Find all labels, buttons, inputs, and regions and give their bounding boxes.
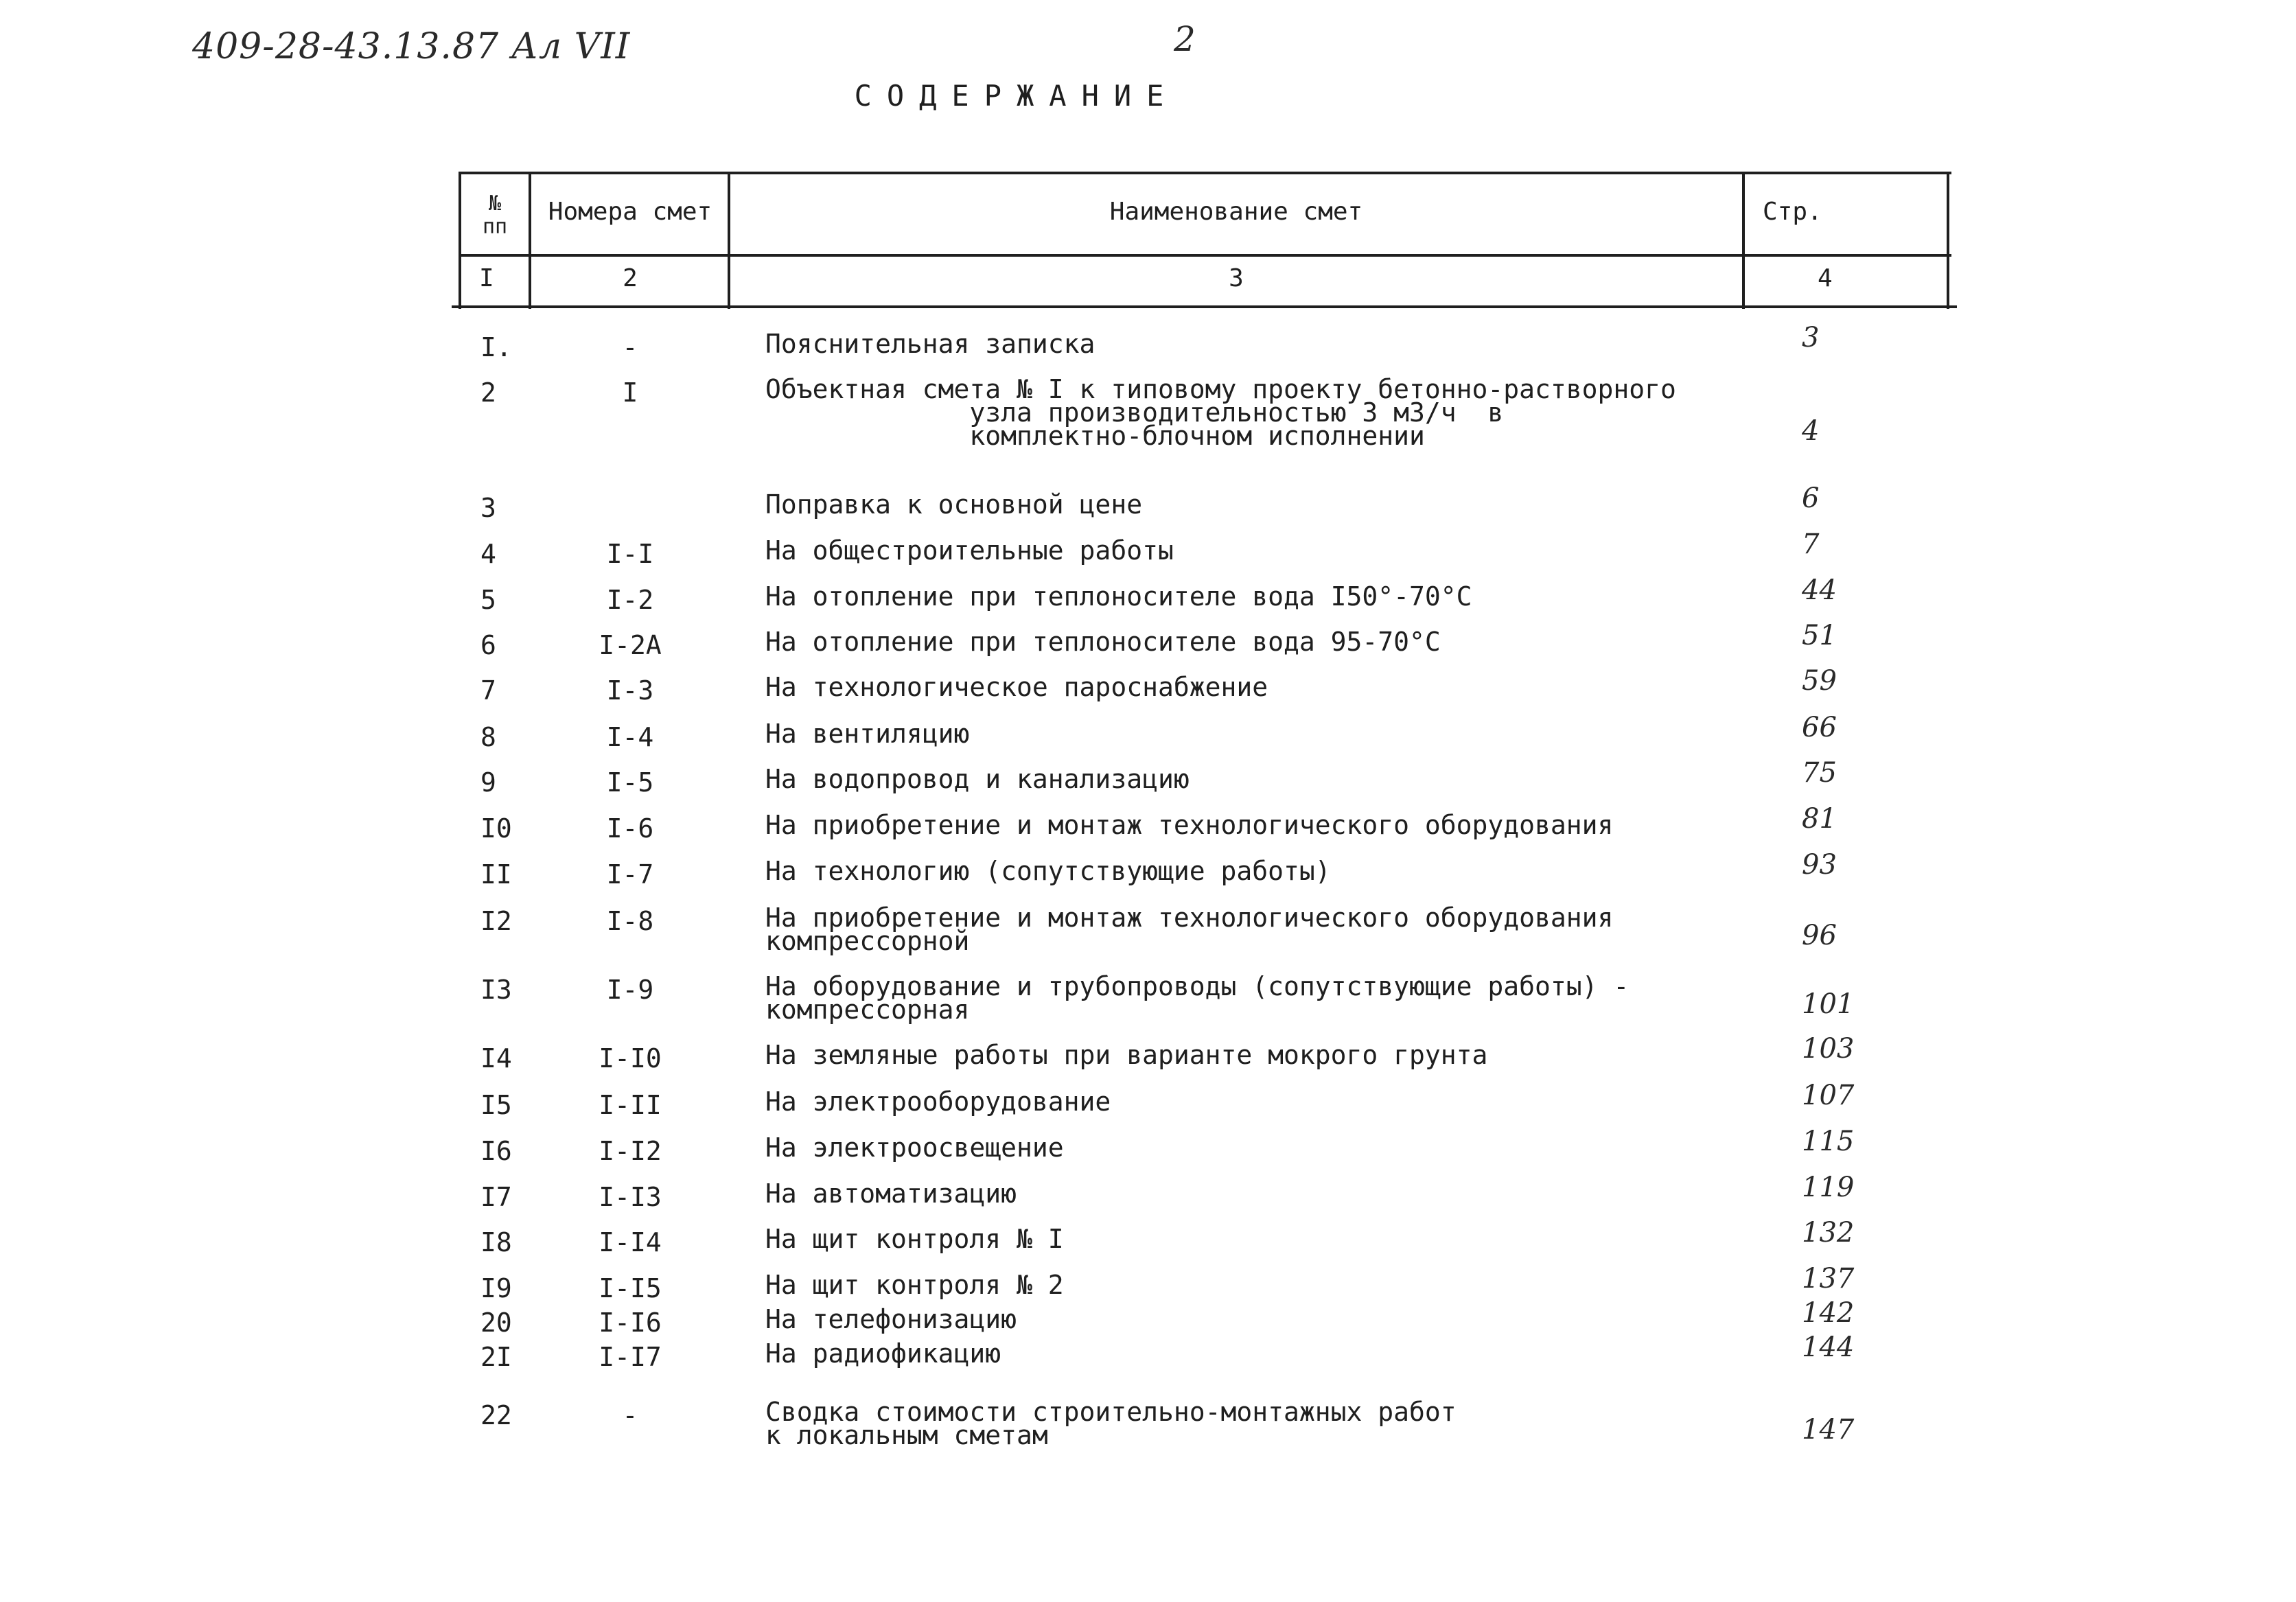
row-number: II <box>480 859 512 890</box>
estimate-name: На отопление при теплоносителе вода 95-70°С <box>765 627 1441 657</box>
row-number: 2I <box>480 1342 512 1372</box>
page-ref: 142 <box>1802 1297 1855 1329</box>
estimate-code: I-5 <box>606 767 654 798</box>
estimate-name: На электрооборудование <box>765 1087 1111 1117</box>
column-divider <box>459 172 461 309</box>
estimate-code: I-I6 <box>599 1308 662 1338</box>
page-ref: 144 <box>1802 1332 1855 1363</box>
page-ref: 66 <box>1802 712 1837 743</box>
header-cell-names: Наименование смет <box>1109 198 1363 226</box>
estimate-name: На водопровод и канализацию <box>765 764 1190 794</box>
page-ref: 59 <box>1802 665 1837 697</box>
page-ref: 6 <box>1802 483 1820 514</box>
estimate-code: I-2 <box>606 585 654 615</box>
estimate-name: Объектная смета № I к типовому проекту бетонно-растворного узла производительностью 3 м3/ч в комплектно-блочном исполнении <box>765 374 1676 451</box>
column-number-4: 4 <box>1818 264 1833 292</box>
estimate-code: I-I0 <box>599 1043 662 1073</box>
estimate-name: На оборудование и трубопроводы (сопутствующие работы) - компрессорная <box>765 971 1630 1025</box>
estimate-name: На вентиляцию <box>765 719 970 749</box>
page-ref: 3 <box>1802 322 1820 353</box>
estimate-name: Сводка стоимости строительно-монтажных работ к локальным сметам <box>765 1397 1457 1450</box>
page-ref: 81 <box>1802 803 1837 835</box>
estimate-name: На отопление при теплоносителе вода I50°-70°С <box>765 581 1472 612</box>
row-number: I7 <box>480 1182 512 1212</box>
column-number-3: 3 <box>1229 264 1244 292</box>
row-number: I0 <box>480 813 512 844</box>
estimate-code: I-8 <box>606 906 654 936</box>
header-cell-page: Стр. <box>1763 198 1822 226</box>
column-divider <box>1947 172 1949 309</box>
page-title: СОДЕРЖАНИЕ <box>854 79 1179 113</box>
row-number: I. <box>480 332 512 362</box>
estimate-name: На телефонизацию <box>765 1304 1017 1334</box>
estimate-code: I-I7 <box>599 1342 662 1372</box>
estimate-name: На щит контроля № 2 <box>765 1270 1064 1300</box>
estimate-name: На приобретение и монтаж технологического оборудования <box>765 810 1614 840</box>
table-top-border <box>459 172 1951 174</box>
row-number: I2 <box>480 906 512 936</box>
header-cell-number: № пп <box>482 191 508 239</box>
page-ref: 132 <box>1802 1217 1855 1249</box>
estimate-code: I-I3 <box>599 1182 662 1212</box>
page-ref: 4 <box>1802 415 1820 447</box>
document-code-number: 409-28-43.13.87 <box>192 26 500 67</box>
estimate-code: - <box>622 332 638 362</box>
row-number: 6 <box>480 630 496 660</box>
estimate-name: На радиофикацию <box>765 1338 1001 1369</box>
page-ref: 51 <box>1802 620 1837 651</box>
document-code <box>192 26 630 67</box>
page-ref: 107 <box>1802 1080 1855 1111</box>
column-number-2: 2 <box>623 264 638 292</box>
row-number: I6 <box>480 1136 512 1166</box>
row-number: I3 <box>480 975 512 1005</box>
estimate-code: I-4 <box>606 722 654 752</box>
estimate-code: I-3 <box>606 675 654 706</box>
page-ref: 103 <box>1802 1033 1855 1065</box>
estimate-code: I-I2 <box>599 1136 662 1166</box>
estimate-code: I-9 <box>606 975 654 1005</box>
page-ref: 75 <box>1802 757 1837 789</box>
estimate-code: I-I5 <box>599 1273 662 1303</box>
page-ref: 137 <box>1802 1263 1855 1295</box>
row-number: 5 <box>480 585 496 615</box>
table-header <box>459 172 1951 309</box>
page-ref: 93 <box>1802 849 1837 881</box>
row-number: 7 <box>480 675 496 706</box>
table-header-bottom-border <box>452 305 1957 308</box>
row-number: 22 <box>480 1400 512 1430</box>
estimate-name: На приобретение и монтаж технологического оборудования компрессорной <box>765 903 1614 956</box>
estimate-name: Поправка к основной цене <box>765 489 1143 520</box>
page-ref: 101 <box>1802 988 1855 1020</box>
estimate-name: На щит контроля № I <box>765 1224 1064 1254</box>
row-number: I9 <box>480 1273 512 1303</box>
row-number: 20 <box>480 1308 512 1338</box>
row-number: 3 <box>480 493 496 523</box>
column-number-1: I <box>479 264 494 292</box>
estimate-name: На технологическое пароснабжение <box>765 672 1268 702</box>
estimate-name: На общестроительные работы <box>765 535 1174 566</box>
estimate-name: На автоматизацию <box>765 1179 1017 1209</box>
row-number: 8 <box>480 722 496 752</box>
estimate-code: I-I <box>606 539 654 569</box>
row-number: 4 <box>480 539 496 569</box>
row-number: 2 <box>480 378 496 408</box>
header-cell-codes: Номера смет <box>548 198 712 226</box>
page-ref: 115 <box>1802 1126 1855 1157</box>
page-ref: 119 <box>1802 1172 1855 1203</box>
column-divider <box>1742 172 1745 309</box>
row-number: 9 <box>480 767 496 798</box>
album-number: Ал VII <box>511 26 631 67</box>
page-ref: 7 <box>1802 529 1820 560</box>
page-number: 2 <box>1174 19 1196 59</box>
estimate-name: На электроосвещение <box>765 1133 1064 1163</box>
row-number: I5 <box>480 1090 512 1120</box>
page-ref: 96 <box>1802 920 1837 951</box>
page-ref: 44 <box>1802 574 1837 606</box>
estimate-code: I <box>622 378 638 408</box>
estimate-code: I-II <box>599 1090 662 1120</box>
estimate-code: I-7 <box>606 859 654 890</box>
estimate-code: I-2А <box>599 630 662 660</box>
estimate-name: На земляные работы при варианте мокрого грунта <box>765 1040 1488 1070</box>
column-divider <box>728 172 730 309</box>
estimate-name: Пояснительная записка <box>765 329 1095 359</box>
estimate-code: - <box>622 1400 638 1430</box>
row-number: I4 <box>480 1043 512 1073</box>
row-number: I8 <box>480 1227 512 1257</box>
column-divider <box>529 172 531 309</box>
estimate-code: I-6 <box>606 813 654 844</box>
page-ref: 147 <box>1802 1414 1855 1446</box>
estimate-code: I-I4 <box>599 1227 662 1257</box>
estimate-name: На технологию (сопутствующие работы) <box>765 856 1331 886</box>
table-header-divider <box>459 254 1951 257</box>
